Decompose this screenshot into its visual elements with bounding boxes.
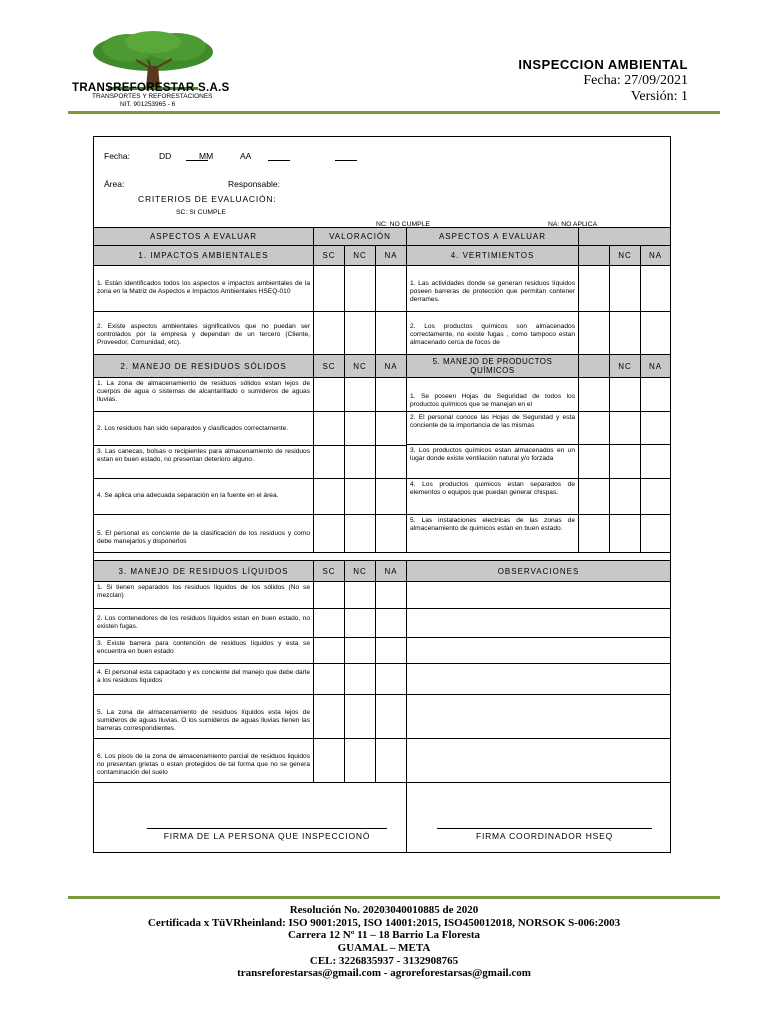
impactos-item-2: 2. Existe aspectos ambientales significativos que no puedan ser controlados por la empresa y dependan de un tercero (Cliente, Proveedor, Comunidad, etc). [93,311,314,355]
criterios-label: CRITERIOS DE EVALUACIÓN: [138,194,277,204]
company-name: TRANSREFORESTAR S.A.S [72,82,230,94]
section-vertimientos-title: 4. VERTIMIENTOS [406,245,579,266]
area-label: Área: [104,179,125,189]
observation-line[interactable] [406,637,671,664]
check-cell[interactable] [375,478,407,515]
col-na: NA [375,245,407,266]
aa-label: AA [240,151,252,161]
check-cell[interactable] [344,377,376,412]
footer-divider [68,896,720,899]
vertimientos-item-1: 1. Las actividades donde se generan residuos líquidos poseen barreras de protección que permitan contener derrames. [406,265,579,312]
criterio-na: NA: NO APLICA [548,221,598,227]
observation-line[interactable] [406,738,671,783]
check-cell[interactable] [609,444,641,479]
check-cell[interactable] [313,694,345,739]
col-nc-right: NC [609,245,641,266]
col-na: NA [375,560,407,582]
liquidos-item-6: 6. Los pisos de la zona de almacenamiento parcial de residuos liquidos no presentan grietas o estan protegidos de tal forma que no se genera contaminación del suelo [93,738,314,783]
check-cell[interactable] [578,265,610,312]
check-cell[interactable] [344,694,376,739]
observaciones-header: OBSERVACIONES [406,560,671,582]
header-divider [68,111,720,114]
check-cell[interactable] [344,663,376,695]
check-cell[interactable] [375,637,407,664]
col-sc: SC [313,245,345,266]
check-cell[interactable] [375,581,407,609]
check-cell[interactable] [609,514,641,553]
check-cell[interactable] [609,377,641,412]
check-cell[interactable] [609,411,641,445]
check-cell[interactable] [375,663,407,695]
criterio-sc: SC: SI CUMPLE [176,209,226,216]
valoracion-header: VALORACIÓN [313,227,407,246]
check-cell[interactable] [344,411,376,446]
check-cell[interactable] [375,514,407,553]
document-date: Fecha: 27/09/2021 [583,73,688,88]
check-cell[interactable] [578,411,610,445]
liquidos-item-3: 3. Existe barrera para contención de residuos líquidos y esta se encuentra en buen estado [93,637,314,664]
check-cell[interactable] [640,377,671,412]
check-cell[interactable] [375,411,407,446]
company-nit: NIT. 901253965 - 6 [120,101,176,108]
check-cell[interactable] [344,581,376,609]
section-productos-quimicos-title: 5. MANEJO DE PRODUCTOS QUÍMICOS [406,354,579,378]
check-cell[interactable] [375,738,407,783]
col-nc: NC [344,245,376,266]
col-sc-right [578,245,610,266]
check-cell[interactable] [344,265,376,312]
liquidos-item-1: 1. Si tienen separados los residuos líquidos de los sólidos (No se mezclan) [93,581,314,609]
col-na-right: NA [640,245,671,266]
check-cell[interactable] [375,445,407,479]
solidos-item-1: 1. La zona de almacenamiento de residuos sólidos estan lejos de cuerpos de agua o sistemas de alcantarillado o sumideros de aguas lluvias. [93,377,314,412]
solidos-item-2: 2. Los residuos han sido separados y clasificados correctamente. [93,411,314,446]
quimicos-item-5: 5. Las instalaciones electricas de las zonas de almacenamiento de quimicos estan en buen estado. [406,514,579,553]
check-cell[interactable] [640,444,671,479]
signature-line-left[interactable] [147,828,387,829]
check-cell[interactable] [313,514,345,553]
company-logo [70,30,250,110]
fecha-label: Fecha: [104,151,130,161]
check-cell[interactable] [313,445,345,479]
col-na-right: NA [640,354,671,378]
observation-line[interactable] [406,663,671,695]
aspectos-header-left: ASPECTOS A EVALUAR [93,227,314,246]
page-title: INSPECCION AMBIENTAL [518,57,688,72]
check-cell[interactable] [578,478,610,515]
check-cell[interactable] [313,411,345,446]
footer-ciudad: GUAMAL – META [337,942,431,954]
check-cell[interactable] [375,265,407,312]
signature-line-right[interactable] [437,828,652,829]
company-subtitle: TRANSPORTES Y REFORESTACIONES [92,93,213,100]
check-cell[interactable] [609,311,641,355]
check-cell[interactable] [375,608,407,638]
col-nc: NC [344,354,376,378]
responsable-label: Responsable: [228,179,280,189]
check-cell[interactable] [344,445,376,479]
footer-direccion: Carrera 12 Nº 11 – 18 Barrio La Floresta [287,929,481,941]
section-residuos-liquidos-title: 3. MANEJO DE RESIDUOS LÍQUIDOS [93,560,314,582]
check-cell[interactable] [578,444,610,479]
check-cell[interactable] [344,608,376,638]
check-cell[interactable] [313,311,345,355]
check-cell[interactable] [313,478,345,515]
check-cell[interactable] [640,311,671,355]
footer-celular: CEL: 3226835937 - 3132908765 [309,955,459,967]
signature-coordinator-label: FIRMA COORDINADOR HSEQ [475,831,614,841]
check-cell[interactable] [313,581,345,609]
section-impactos-title: 1. IMPACTOS AMBIENTALES [93,245,314,266]
aa-field-2[interactable] [335,160,357,161]
check-cell[interactable] [344,311,376,355]
footer-resolucion: Resolución No. 20203040010885 de 2020 [289,904,479,916]
col-sc: SC [313,354,345,378]
check-cell[interactable] [640,265,671,312]
mm-label: MM [199,151,214,161]
liquidos-item-2: 2. Los contenedores de los residuos líquidos estan en buen estado, no existen fugas. [93,608,314,638]
col-sc: SC [313,560,345,582]
footer-certificacion: Certificada x TüVRheinland: ISO 9001:2015, ISO 14001:2015, ISO450012018, NORSOK S-006:2003 [147,917,621,929]
check-cell[interactable] [344,738,376,783]
check-cell[interactable] [578,311,610,355]
check-cell[interactable] [640,411,671,445]
vertimientos-item-2: 2. Los productos químicos son almacenados correctamente, no existe fugas , como tampoco estan almacenado cerca de focos de [406,311,579,355]
solidos-item-3: 3. Las canecas, bolsas o recipientes para almacenamiento de residuos estan en buen estado, no presentan deterioro alguno. [93,445,314,479]
quimicos-item-3: 3. Los productos químicos estan almacenados en un lugar donde existe ventilación natural y/o forzada [406,444,579,479]
section-residuos-solidos-title: 2. MANEJO DE RESIDUOS SÓLIDOS [93,354,314,378]
check-cell[interactable] [313,663,345,695]
col-na: NA [375,354,407,378]
liquidos-item-4: 4. El personal esta capacitado y es conciente del manejo que debe darle a los residuos líquidos [93,663,314,695]
quimicos-item-2: 2. El personal conoce las Hojas de Seguridad y esta conciente de la importancia de las mismas [406,411,579,445]
check-cell[interactable] [313,377,345,412]
dd-label: DD [159,151,172,161]
col-nc-right: NC [609,354,641,378]
check-cell[interactable] [313,637,345,664]
check-cell[interactable] [578,514,610,553]
observation-line[interactable] [406,581,671,609]
observation-line[interactable] [406,694,671,739]
aa-field[interactable] [268,160,290,161]
observation-line[interactable] [406,608,671,638]
check-cell[interactable] [609,265,641,312]
solidos-item-5: 5. El personal es conciente de la clasificación de los residuos y como debe manejarlos y disponerlos [93,514,314,553]
valoracion-header-right [578,227,671,246]
check-cell[interactable] [375,311,407,355]
check-cell[interactable] [640,514,671,553]
signature-inspector-label: FIRMA DE LA PERSONA QUE INSPECCIONÓ [163,831,371,841]
signature-left-box [93,782,407,853]
check-cell[interactable] [375,694,407,739]
quimicos-item-4: 4. Los productos quimicos estan separados de elementos o equipos que puedan generar chispas. [406,478,579,515]
check-cell[interactable] [313,265,345,312]
aspectos-header-right: ASPECTOS A EVALUAR [406,227,579,246]
criterio-nc: NC: NO CUMPLE [376,221,431,227]
check-cell[interactable] [313,738,345,783]
document-version: Versión: 1 [630,89,688,104]
impactos-item-1: 1. Están identificados todos los aspectos e impactos ambientales de la zona en la Matriz de Aspectos e Impactos Ambientales HSEQ-010 [93,265,314,312]
check-cell[interactable] [375,377,407,412]
check-cell[interactable] [344,478,376,515]
col-sc-right [578,354,610,378]
signature-right-box [406,782,671,853]
check-cell[interactable] [640,478,671,515]
check-cell[interactable] [344,637,376,664]
check-cell[interactable] [313,608,345,638]
liquidos-item-5: 5. La zona de almacenamiento de residuos líquidos esta lejos de sumideros de aguas lluvias. O los sumideros de aguas lluvias tienen las barreras correspondientes. [93,694,314,739]
check-cell[interactable] [609,478,641,515]
quimicos-item-1: 1. Se poseen Hojas de Seguridad de todos los productos químicos que se manejan en el [406,377,579,412]
solidos-item-4: 4. Se aplica una adecuada separación en la fuente en el área. [93,478,314,515]
footer-email: transreforestarsas@gmail.com - agroreforestarsas@gmail.com [237,967,531,979]
check-cell[interactable] [344,514,376,553]
col-nc: NC [344,560,376,582]
check-cell[interactable] [578,377,610,412]
